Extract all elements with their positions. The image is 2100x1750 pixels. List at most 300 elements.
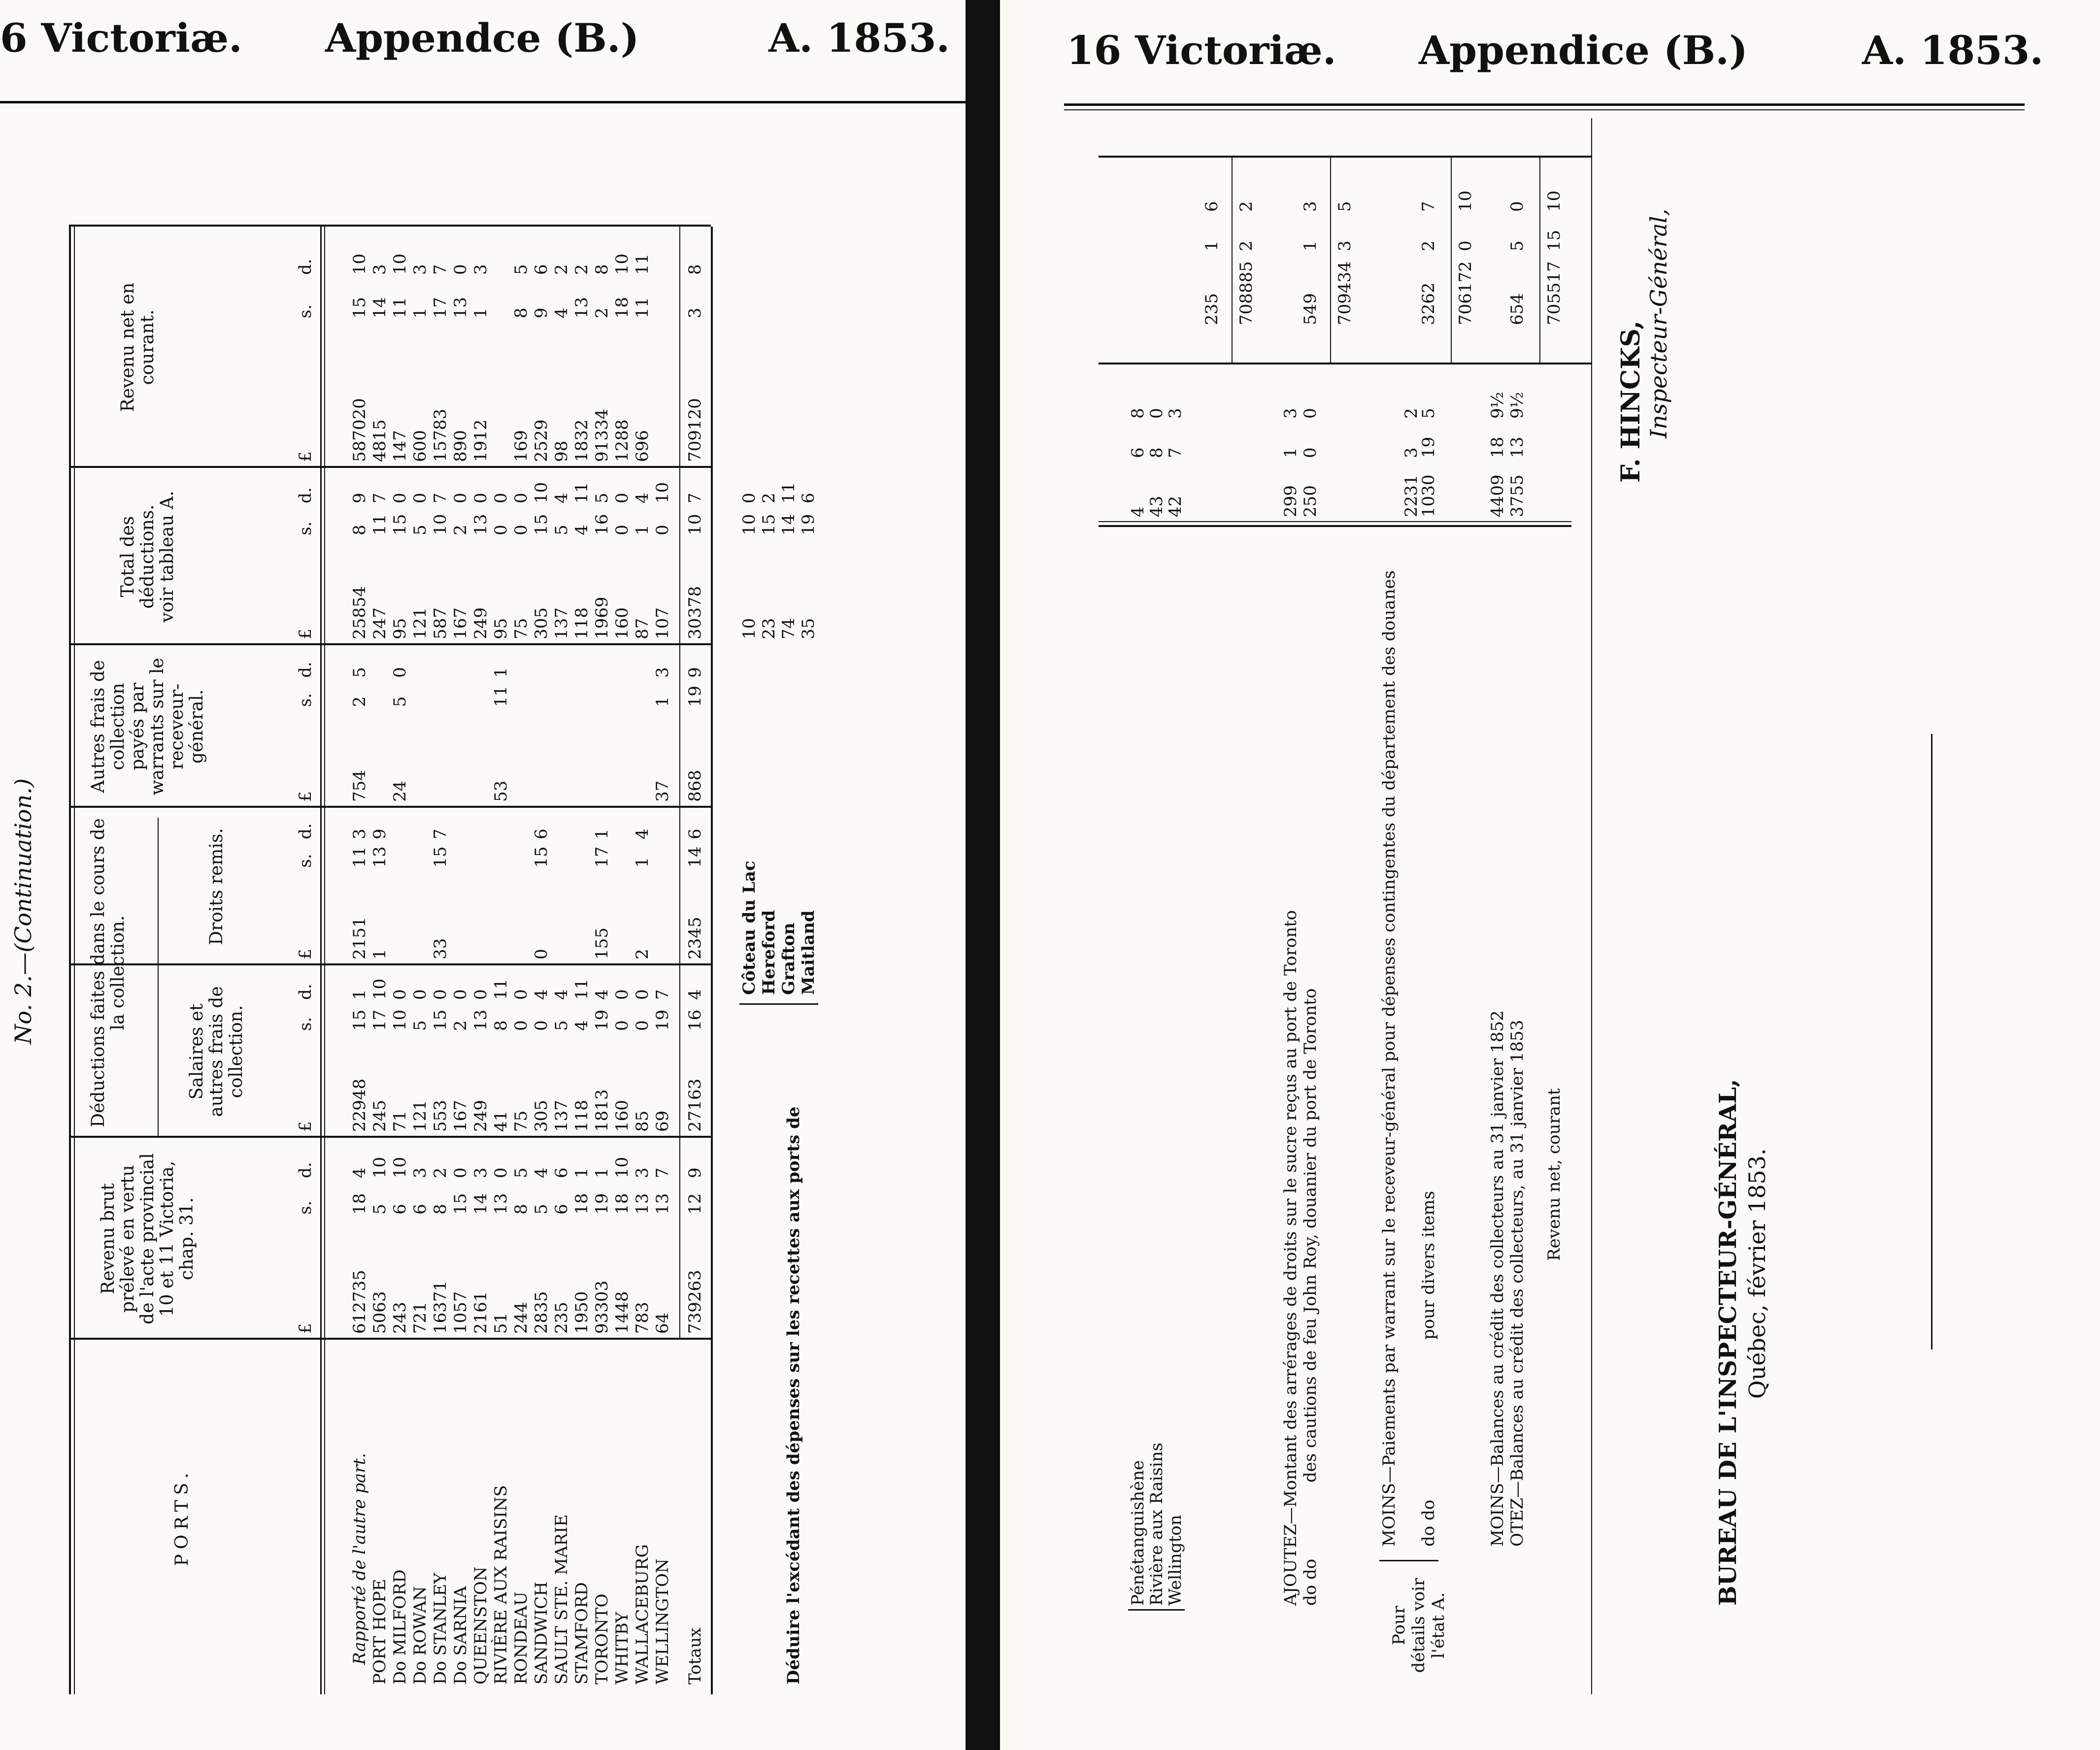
port-name-totals: Totaux bbox=[685, 1627, 705, 1684]
cell-sal: 0 bbox=[612, 1020, 632, 1031]
cell-net: 10 bbox=[350, 253, 369, 275]
cell-net: 8 bbox=[511, 307, 531, 319]
cell-net: 8 bbox=[592, 264, 612, 275]
cell-aut: 53 bbox=[491, 780, 511, 802]
cell-brut: 10 bbox=[370, 1156, 390, 1178]
cell-aut: 5 bbox=[390, 696, 410, 707]
cell-net: 4 bbox=[552, 307, 571, 319]
moins1-value: 5 bbox=[1419, 408, 1438, 419]
cell-brut: 1 bbox=[592, 1167, 612, 1178]
cell-tot: 305 bbox=[532, 607, 551, 639]
result3-rule bbox=[1451, 158, 1452, 364]
cell-dr: 1 bbox=[370, 949, 390, 959]
col-divider-aut bbox=[69, 806, 711, 808]
cell-sal: 0 bbox=[511, 989, 531, 1000]
summary-port-value: 4 bbox=[1128, 506, 1148, 517]
cell-dr: 3 bbox=[350, 828, 369, 839]
deduct-port-value: 23 bbox=[759, 618, 779, 639]
moins1-line1: MOINS—Paiements par warrant sur le receveur-général pour dépenses contingentes du département des douanes bbox=[1379, 570, 1399, 1547]
moins2-line2: OTEZ—Balances au crédit des collecteurs, au 31 janvier 1853 bbox=[1507, 1020, 1527, 1547]
cell-tot: 11 bbox=[370, 514, 390, 535]
moins2-value: 4409 bbox=[1488, 474, 1507, 517]
cell-sal: 137 bbox=[552, 1100, 571, 1132]
cell-sal: 0 bbox=[390, 989, 410, 1000]
cell-tot: 0 bbox=[410, 493, 430, 503]
cell-sal: 15 bbox=[350, 1009, 369, 1031]
deduct-port-value: 14 bbox=[779, 514, 799, 535]
cell-sal: 16 bbox=[685, 1009, 705, 1031]
cell-net: 15 bbox=[350, 297, 369, 319]
cell-net: 3 bbox=[410, 264, 430, 275]
cell-sal: 17 bbox=[370, 1009, 390, 1031]
cell-tot: 95 bbox=[491, 618, 511, 639]
cell-dr: 33 bbox=[431, 938, 450, 959]
cell-net: 14 bbox=[370, 297, 390, 319]
cell-net: 10 bbox=[612, 253, 632, 275]
col-divider-dr bbox=[69, 963, 711, 965]
cell-sal: 0 bbox=[633, 1020, 652, 1031]
cell-dr: 15 bbox=[532, 846, 551, 868]
cell-tot: 30378 bbox=[685, 586, 705, 639]
cell-brut: 51 bbox=[491, 1312, 511, 1334]
deduct-port-value: 10 bbox=[739, 514, 759, 535]
deduct-port-value: 2 bbox=[759, 493, 779, 503]
cell-dr: 17 bbox=[592, 846, 612, 868]
currency-label: d. bbox=[296, 661, 315, 678]
deduct-port-value: 0 bbox=[739, 493, 759, 503]
cell-aut: 868 bbox=[685, 770, 705, 802]
currency-label: s. bbox=[296, 1200, 315, 1215]
moins2-line1: MOINS—Balances au crédit des collecteurs au 31 janvier 1852 bbox=[1488, 1010, 1507, 1547]
cell-brut: 19 bbox=[592, 1193, 612, 1215]
port-name-row-1: PORT HOPE bbox=[370, 1579, 390, 1684]
cell-sal: 75 bbox=[511, 1110, 531, 1132]
port-name-row-15: WELLINGTON bbox=[653, 1558, 672, 1684]
signature-title: Inspecteur-Général, bbox=[1645, 208, 1672, 438]
cell-sal: 160 bbox=[612, 1100, 632, 1132]
place-date: Québec, février 1853. bbox=[1744, 1148, 1770, 1399]
summary-port-value: 42 bbox=[1166, 495, 1185, 517]
moins1-bracket bbox=[1379, 1560, 1438, 1561]
cell-aut: 0 bbox=[390, 667, 410, 678]
cell-sal: 0 bbox=[612, 989, 632, 1000]
port-name-row-10: SAULT STE. MARIE bbox=[552, 1514, 571, 1684]
cell-dr: 0 bbox=[532, 949, 551, 959]
cell-tot: 587 bbox=[431, 607, 450, 639]
ajoutez-value: 0 bbox=[1300, 408, 1320, 419]
cell-dr: 2345 bbox=[685, 917, 705, 959]
revenue-table bbox=[59, 118, 897, 1694]
moins2-sum: 5 bbox=[1507, 240, 1527, 251]
ajoutez-value: 299 bbox=[1281, 485, 1300, 517]
cell-tot: 10 bbox=[685, 514, 705, 535]
cell-sal: 121 bbox=[410, 1100, 430, 1132]
cell-tot: 0 bbox=[612, 493, 632, 503]
deduct-port-value: 35 bbox=[799, 618, 818, 639]
currency-label: £ bbox=[296, 1121, 315, 1132]
summary-port-name: Rivière aux Raisins bbox=[1147, 1442, 1167, 1606]
cell-sal: 10 bbox=[370, 978, 390, 1000]
cell-net: 3 bbox=[471, 264, 491, 275]
cell-aut: 37 bbox=[653, 780, 672, 802]
ajoutez-value: 250 bbox=[1300, 485, 1320, 517]
col-divider-tot bbox=[69, 643, 711, 645]
right-end-rule bbox=[1099, 156, 1591, 158]
summary-port-name: Pénétanguishène bbox=[1128, 1460, 1148, 1606]
cell-tot: 5 bbox=[552, 525, 571, 535]
page-gutter bbox=[966, 0, 1000, 1750]
cell-aut: 24 bbox=[390, 780, 410, 802]
cell-sal: 305 bbox=[532, 1100, 551, 1132]
summary-port-value: 8 bbox=[1147, 447, 1167, 458]
cell-tot: 75 bbox=[511, 618, 531, 639]
cell-sal: 4 bbox=[592, 989, 612, 1000]
cell-brut: 14 bbox=[471, 1193, 491, 1215]
deduct-port-value: 19 bbox=[799, 514, 818, 535]
cell-tot: 0 bbox=[653, 525, 672, 535]
moins1-value: 3 bbox=[1401, 447, 1421, 458]
right-header-session: 16 Victoriæ. bbox=[1067, 27, 1336, 73]
ajoutez-sum: 1 bbox=[1300, 240, 1320, 251]
cell-brut: 5063 bbox=[370, 1291, 390, 1334]
ajoutez-sum: 549 bbox=[1300, 293, 1320, 325]
cell-sal: 0 bbox=[511, 1020, 531, 1031]
cell-dr: 7 bbox=[431, 828, 450, 839]
moins1-sum: 2 bbox=[1419, 240, 1438, 251]
summary-port-value: 8 bbox=[1128, 408, 1148, 419]
currency-label: s. bbox=[296, 1017, 315, 1031]
currency-label: d. bbox=[296, 1162, 315, 1178]
cell-brut: 721 bbox=[410, 1302, 430, 1334]
cell-sal: 1813 bbox=[592, 1089, 612, 1132]
result3-value: 706172 bbox=[1456, 261, 1475, 325]
cell-sal: 167 bbox=[451, 1100, 470, 1132]
cell-sal: 553 bbox=[431, 1100, 450, 1132]
cell-brut: 3 bbox=[471, 1167, 491, 1178]
revenu-net-value: 705517 bbox=[1544, 261, 1564, 325]
cell-net: 5 bbox=[511, 264, 531, 275]
moins1-value: 2231 bbox=[1401, 474, 1421, 517]
cell-tot: 11 bbox=[572, 482, 592, 503]
cell-net: 3 bbox=[370, 264, 390, 275]
cell-brut: 3 bbox=[633, 1167, 652, 1178]
cell-net: 7 bbox=[431, 264, 450, 275]
cell-aut: 754 bbox=[350, 770, 369, 802]
result1-value: 2 bbox=[1236, 201, 1256, 212]
cell-tot: 107 bbox=[653, 607, 672, 639]
ajoutez-line2-prefix: do do bbox=[1300, 1558, 1320, 1606]
cell-tot: 5 bbox=[410, 525, 430, 535]
col-divider-brut bbox=[69, 1338, 711, 1340]
col-header-revenu-net: Revenu net en courant. bbox=[118, 282, 158, 412]
moins1-value: 1030 bbox=[1419, 474, 1438, 517]
cell-brut: 18 bbox=[350, 1193, 369, 1215]
cell-tot: 0 bbox=[491, 525, 511, 535]
cell-tot: 15 bbox=[390, 514, 410, 535]
cell-tot: 0 bbox=[511, 493, 531, 503]
cell-net: 11 bbox=[633, 253, 652, 275]
deduct-line: Déduire l'excédant des dépenses sur les recettes aux ports de bbox=[784, 1106, 803, 1684]
left-header-rule bbox=[0, 101, 966, 103]
cell-dr: 9 bbox=[370, 828, 390, 839]
cell-dr: 13 bbox=[370, 846, 390, 868]
port-name-row-0: Rapporté de l'autre part. bbox=[350, 1453, 369, 1665]
cell-net: 2 bbox=[552, 264, 571, 275]
cell-net: 696 bbox=[633, 430, 652, 462]
cell-aut: 1 bbox=[491, 667, 511, 678]
currency-label: d. bbox=[296, 487, 315, 503]
cell-sal: 245 bbox=[370, 1100, 390, 1132]
cell-dr: 6 bbox=[532, 828, 551, 839]
cell-dr: 1 bbox=[633, 857, 652, 868]
cell-tot: 2 bbox=[451, 525, 470, 535]
cell-net: 3 bbox=[685, 307, 705, 319]
cell-aut: 9 bbox=[685, 667, 705, 678]
cell-brut: 8 bbox=[431, 1204, 450, 1215]
cell-brut: 6 bbox=[410, 1204, 430, 1215]
cell-tot: 167 bbox=[451, 607, 470, 639]
col-header-total-deductions: Total des déductions. voir tableau A. bbox=[118, 491, 177, 623]
cell-sal: 15 bbox=[431, 1009, 450, 1031]
currency-label: d. bbox=[296, 984, 315, 1000]
cell-sal: 0 bbox=[471, 989, 491, 1000]
cell-net: 147 bbox=[390, 430, 410, 462]
revenu-net-label: Revenu net, courant bbox=[1544, 1088, 1564, 1261]
moins2-value: 9½ bbox=[1507, 392, 1527, 419]
cell-sal: 19 bbox=[592, 1009, 612, 1031]
currency-label: s. bbox=[296, 304, 315, 319]
signature-vertical-rule bbox=[1591, 118, 1592, 1694]
cell-aut: 19 bbox=[685, 686, 705, 707]
currency-label: £ bbox=[296, 628, 315, 639]
cell-tot: 10 bbox=[653, 482, 672, 503]
cell-net: 1 bbox=[410, 307, 430, 319]
col-header-deductions-group: Déductions faites dans le cours de la collection. bbox=[88, 818, 128, 1127]
cell-brut: 4 bbox=[532, 1167, 551, 1178]
port-name-row-8: RONDEAU bbox=[511, 1591, 531, 1684]
cell-net: 709120 bbox=[685, 398, 705, 462]
cell-brut: 243 bbox=[390, 1302, 410, 1334]
moins1-value: 2 bbox=[1401, 408, 1421, 419]
cell-sal: 0 bbox=[633, 989, 652, 1000]
cell-brut: 8 bbox=[511, 1204, 531, 1215]
ajoutez-sum: 3 bbox=[1300, 201, 1320, 212]
cell-sal: 41 bbox=[491, 1110, 511, 1132]
currency-label: s. bbox=[296, 854, 315, 868]
cell-tot: 5 bbox=[592, 493, 612, 503]
left-header-session: 6 Victoriæ. bbox=[0, 15, 242, 61]
right-header-rule-thin bbox=[1064, 109, 2025, 110]
left-header-year: A. 1853. bbox=[768, 15, 950, 61]
sum1-value: 1 bbox=[1202, 240, 1222, 251]
cell-tot: 10 bbox=[532, 482, 551, 503]
cell-sal: 0 bbox=[451, 989, 470, 1000]
deduct-port-name: Grafton bbox=[779, 923, 799, 995]
right-page bbox=[1000, 0, 2100, 1750]
cell-sal: 7 bbox=[653, 989, 672, 1000]
port-name-row-5: Do SARNIA bbox=[451, 1586, 470, 1684]
deduct-port-name: Côteau du Lac bbox=[739, 860, 759, 995]
cell-tot: 160 bbox=[612, 607, 632, 639]
cell-tot: 0 bbox=[491, 493, 511, 503]
currency-label: £ bbox=[296, 1323, 315, 1334]
cell-tot: 16 bbox=[592, 514, 612, 535]
cell-tot: 0 bbox=[451, 493, 470, 503]
cell-net: 2 bbox=[572, 264, 592, 275]
cell-sal: 19 bbox=[653, 1009, 672, 1031]
cell-sal: 5 bbox=[410, 1020, 430, 1031]
cell-brut: 13 bbox=[653, 1193, 672, 1215]
summary-port-value: 0 bbox=[1147, 408, 1167, 419]
cell-brut: 6 bbox=[552, 1167, 571, 1178]
cell-net: 13 bbox=[572, 297, 592, 319]
cell-sal: 11 bbox=[491, 978, 511, 1000]
cell-tot: 0 bbox=[612, 525, 632, 535]
cell-dr: 14 bbox=[685, 846, 705, 868]
cell-brut: 5 bbox=[511, 1167, 531, 1178]
left-header-appendix: Appendce (B.) bbox=[325, 15, 639, 61]
result2-value: 709434 bbox=[1335, 261, 1355, 325]
cell-dr: 6 bbox=[685, 828, 705, 839]
cell-brut: 13 bbox=[491, 1193, 511, 1215]
cell-sal: 0 bbox=[431, 989, 450, 1000]
cell-brut: 16371 bbox=[431, 1280, 450, 1334]
sum1-value: 6 bbox=[1202, 201, 1222, 212]
table-header-rule bbox=[320, 227, 322, 1694]
cell-net: 0 bbox=[451, 264, 470, 275]
cell-sal: 1 bbox=[350, 989, 369, 1000]
cell-tot: 7 bbox=[685, 493, 705, 503]
cell-brut: 12 bbox=[685, 1193, 705, 1215]
cell-dr: 15 bbox=[431, 846, 450, 868]
deduct-bracket bbox=[739, 1003, 818, 1005]
col-header-revenu-brut: Revenu brut prélevé en vertu de l'acte provincial 10 et 11 Victoria, chap. 31. bbox=[98, 1153, 197, 1324]
cell-sal: 249 bbox=[471, 1100, 491, 1132]
col-header-autres-frais: Autres frais de collection payés par warrants sur le receveur-général. bbox=[88, 658, 207, 795]
cell-net: 2529 bbox=[532, 419, 551, 462]
cell-brut: 0 bbox=[491, 1167, 511, 1178]
cell-brut: 235 bbox=[552, 1302, 571, 1334]
cell-tot: 7 bbox=[370, 493, 390, 503]
cell-brut: 5 bbox=[370, 1204, 390, 1215]
cell-sal: 2 bbox=[451, 1020, 470, 1031]
continuation-title: No. 2.—(Continuation.) bbox=[10, 778, 36, 1044]
cell-brut: 15 bbox=[451, 1193, 470, 1215]
cell-sal: 4 bbox=[552, 989, 571, 1000]
summary-port-value: 43 bbox=[1147, 495, 1167, 517]
cell-tot: 4 bbox=[572, 525, 592, 535]
result2-value: 5 bbox=[1335, 201, 1355, 212]
cell-sal: 11 bbox=[572, 978, 592, 1000]
table-top-rule-2 bbox=[74, 227, 75, 1694]
cell-tot: 10 bbox=[431, 514, 450, 535]
currency-label: £ bbox=[296, 949, 315, 959]
cell-net: 15783 bbox=[431, 408, 450, 462]
cell-tot: 87 bbox=[633, 618, 652, 639]
port-name-row-6: QUEENSTON bbox=[471, 1566, 491, 1684]
ajoutez-value: 3 bbox=[1281, 408, 1300, 419]
port-name-row-2: Do MILFORD bbox=[390, 1569, 410, 1684]
cell-brut: 612735 bbox=[350, 1270, 369, 1334]
cell-brut: 1057 bbox=[451, 1291, 470, 1334]
cell-sal: 118 bbox=[572, 1100, 592, 1132]
cell-tot: 25854 bbox=[350, 586, 369, 639]
ajoutez-line2: des cautions de feu John Roy, douanier du port de Toronto bbox=[1300, 988, 1320, 1483]
cell-net: 91334 bbox=[592, 408, 612, 462]
currency-label: £ bbox=[296, 791, 315, 802]
cell-tot: 95 bbox=[390, 618, 410, 639]
cell-net: 4815 bbox=[370, 419, 390, 462]
summary-port-value: 3 bbox=[1166, 408, 1185, 419]
cell-dr: 1 bbox=[592, 828, 612, 839]
moins2-sum: 0 bbox=[1507, 201, 1527, 212]
cell-sal: 4 bbox=[685, 989, 705, 1000]
cell-tot: 8 bbox=[350, 525, 369, 535]
outer-col-rule bbox=[1099, 363, 1591, 364]
cell-brut: 0 bbox=[451, 1167, 470, 1178]
port-name-row-14: WALLACEBURG bbox=[633, 1544, 652, 1684]
totals-rule bbox=[679, 227, 680, 1340]
cell-brut: 6 bbox=[390, 1204, 410, 1215]
cell-net: 600 bbox=[410, 430, 430, 462]
office-name: BUREAU DE L'INSPECTEUR-GÉNÉRAL, bbox=[1714, 1079, 1742, 1606]
cell-brut: 9 bbox=[685, 1167, 705, 1178]
summary-port-value: 7 bbox=[1166, 447, 1185, 458]
cell-sal: 22948 bbox=[350, 1078, 369, 1132]
cell-tot: 0 bbox=[471, 493, 491, 503]
cell-brut: 244 bbox=[511, 1302, 531, 1334]
cell-sal: 71 bbox=[390, 1110, 410, 1132]
cell-net: 890 bbox=[451, 430, 470, 462]
cell-sal: 69 bbox=[653, 1110, 672, 1132]
cell-dr: 2151 bbox=[350, 917, 369, 959]
deduct-port-value: 6 bbox=[799, 493, 818, 503]
ajoutez-line1: AJOUTEZ—Montant des arrérages de droits sur le sucre reçus au port de Toronto bbox=[1281, 910, 1300, 1606]
cell-brut: 10 bbox=[390, 1156, 410, 1178]
cell-tot: 118 bbox=[572, 607, 592, 639]
deduct-port-value: 74 bbox=[779, 618, 799, 639]
cell-brut: 3 bbox=[410, 1167, 430, 1178]
table-top-rule bbox=[69, 227, 71, 1694]
moins2-value: 18 bbox=[1488, 436, 1507, 458]
net-rule bbox=[1539, 158, 1540, 364]
cell-brut: 2161 bbox=[471, 1291, 491, 1334]
deduct-port-value: 15 bbox=[759, 514, 779, 535]
moins1-line2-prefix: do do bbox=[1419, 1499, 1438, 1547]
cell-aut: 3 bbox=[653, 667, 672, 678]
moins1-value: 19 bbox=[1419, 436, 1438, 458]
deduct-port-name: Maitland bbox=[799, 910, 818, 995]
cell-brut: 93303 bbox=[592, 1280, 612, 1334]
cell-net: 98 bbox=[552, 440, 571, 462]
left-page bbox=[0, 0, 966, 1750]
signature-wavy-line bbox=[1931, 734, 1933, 1350]
currency-label: s. bbox=[296, 693, 315, 707]
right-header-rule bbox=[1064, 103, 2025, 106]
inner-col-rule bbox=[1099, 525, 1571, 527]
moins2-value: 9½ bbox=[1488, 392, 1507, 419]
cell-brut: 1 bbox=[572, 1167, 592, 1178]
cell-tot: 7 bbox=[431, 493, 450, 503]
cell-sal: 5 bbox=[552, 1020, 571, 1031]
cell-net: 8 bbox=[685, 264, 705, 275]
table-bottom-rule bbox=[711, 227, 713, 1694]
col-header-ports: PORTS. bbox=[172, 1468, 192, 1566]
summary-port-name: Wellington bbox=[1166, 1515, 1185, 1606]
table-header-rule-2 bbox=[324, 227, 325, 1694]
cell-dr: 11 bbox=[350, 846, 369, 868]
result1-value: 2 bbox=[1236, 240, 1256, 251]
